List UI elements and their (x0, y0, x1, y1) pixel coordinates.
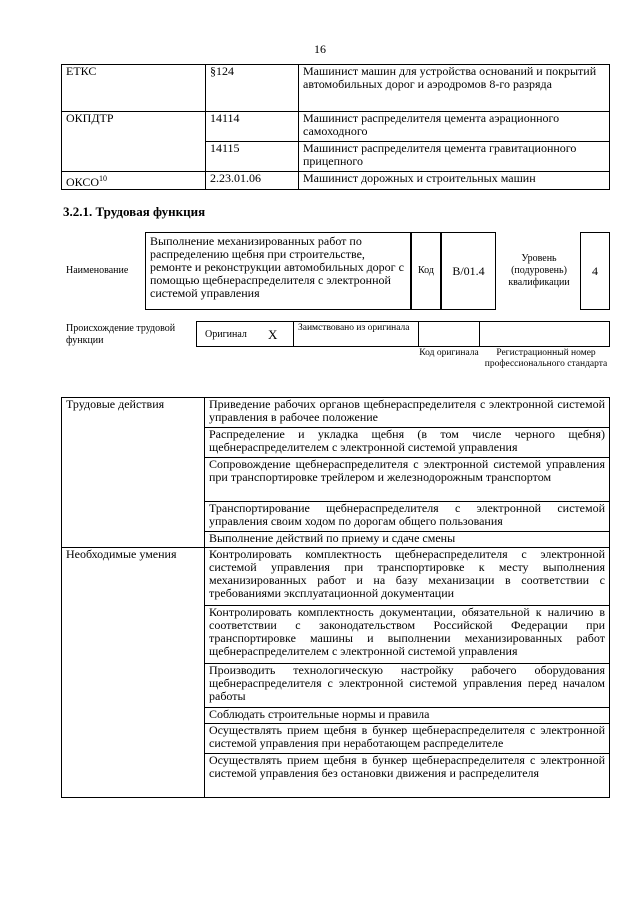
code-system-cell: ОКПДТР (62, 112, 206, 172)
qualification-level-value: 4 (580, 232, 610, 310)
action-item: Сопровождение щебнераспределителя с электронной системой управления при транспортировке трейлером и железнодорожным транспортом (205, 458, 610, 502)
skills-label-cell: Необходимые умения (62, 548, 205, 798)
action-item: Транспортирование щебнераспределителя с электронной системой управления своим ходом по дорогам общего пользования (205, 502, 610, 532)
footnote-marker: 10 (99, 174, 108, 183)
action-item: Выполнение действий по приему и сдаче смены (205, 532, 610, 548)
reg-number-cell (479, 321, 610, 347)
code-cell: 2.23.01.06 (206, 172, 299, 190)
occupation-name-cell: Машинист распределителя цемента аэрационного самоходного (299, 112, 610, 142)
skill-item: Производить технологическую настройку рабочего оборудования щебнераспределителя с электронной системой управления перед началом работы (205, 664, 610, 708)
code-system-cell: ЕТКС (62, 65, 206, 112)
original-cell (196, 321, 294, 347)
action-item: Распределение и укладка щебня (в том числе черного щебня) щебнераспределителем с электронной системой управления (205, 428, 610, 458)
page-number: 16 (314, 42, 326, 56)
original-code-caption: Код оригинала (419, 348, 479, 358)
occupation-codes-table (61, 64, 610, 190)
occupation-name-cell: Машинист распределителя цемента гравитационного прицепного (299, 142, 610, 172)
original-code-cell (418, 321, 480, 347)
table-row (62, 548, 610, 606)
origin-label: Происхождение трудовой функции (66, 323, 176, 346)
code-cell: 14115 (206, 142, 299, 172)
original-mark: X (268, 327, 278, 342)
occupation-name-cell: Машинист машин для устройства оснований и покрытий автомобильных дорог и аэродромов 8-го разряда (299, 65, 610, 112)
skill-item: Контролировать комплектность документации, обязательной к наличию в соответствии с законодательством Российской Федерации при транспортировке машины и выполнении механизированных работ щебнераспределителем с электронной системой управления (205, 606, 610, 664)
table-row (62, 172, 610, 190)
borrowed-label: Заимствовано из оригинала (298, 323, 410, 333)
qualification-level-label: Уровень (подуровень) квалификации (508, 253, 570, 288)
code-cell: 14114 (206, 112, 299, 142)
code-label: Код (411, 232, 441, 310)
table-row (62, 112, 610, 142)
code-cell: §124 (206, 65, 299, 112)
borrowed-cell (293, 321, 419, 347)
original-label: Оригинал (205, 329, 247, 340)
section-title: 3.2.1. Трудовая функция (63, 204, 206, 219)
reg-number-caption: Регистрационный номер профессионального стандарта (484, 348, 608, 369)
labor-function-table (61, 397, 610, 798)
skill-item: Контролировать комплектность щебнераспределителя с электронной системой управления при транспортировке к месту выполнения механизированных работ и на базу механизации в соответствии с требованиями эксплуатационной документации (205, 548, 610, 606)
skill-item: Осуществлять прием щебня в бункер щебнераспределителя с электронной системой управления при неработающем распределителе (205, 724, 610, 754)
function-code-value: B/01.4 (441, 232, 496, 310)
table-row (62, 398, 610, 428)
occupation-name-cell: Машинист дорожных и строительных машин (299, 172, 610, 190)
skill-item: Соблюдать строительные нормы и правила (205, 708, 610, 724)
code-system-cell: ОКСО$^{10}$ (62, 172, 206, 190)
name-label: Наименование (66, 265, 129, 276)
skill-item: Осуществлять прием щебня в бункер щебнераспределителя с электронной системой управления без остановки движения и распределителя (205, 754, 610, 798)
action-item: Приведение рабочих органов щебнераспределителя с электронной системой управления в рабочее положение (205, 398, 610, 428)
table-row (62, 65, 610, 112)
actions-label-cell: Трудовые действия (62, 398, 205, 548)
function-name-box: Выполнение механизированных работ по распределению щебня при строительстве, ремонте и реконструкции автомобильных дорог с помощью щебнераспределителя с электронной системой управления (145, 232, 411, 310)
